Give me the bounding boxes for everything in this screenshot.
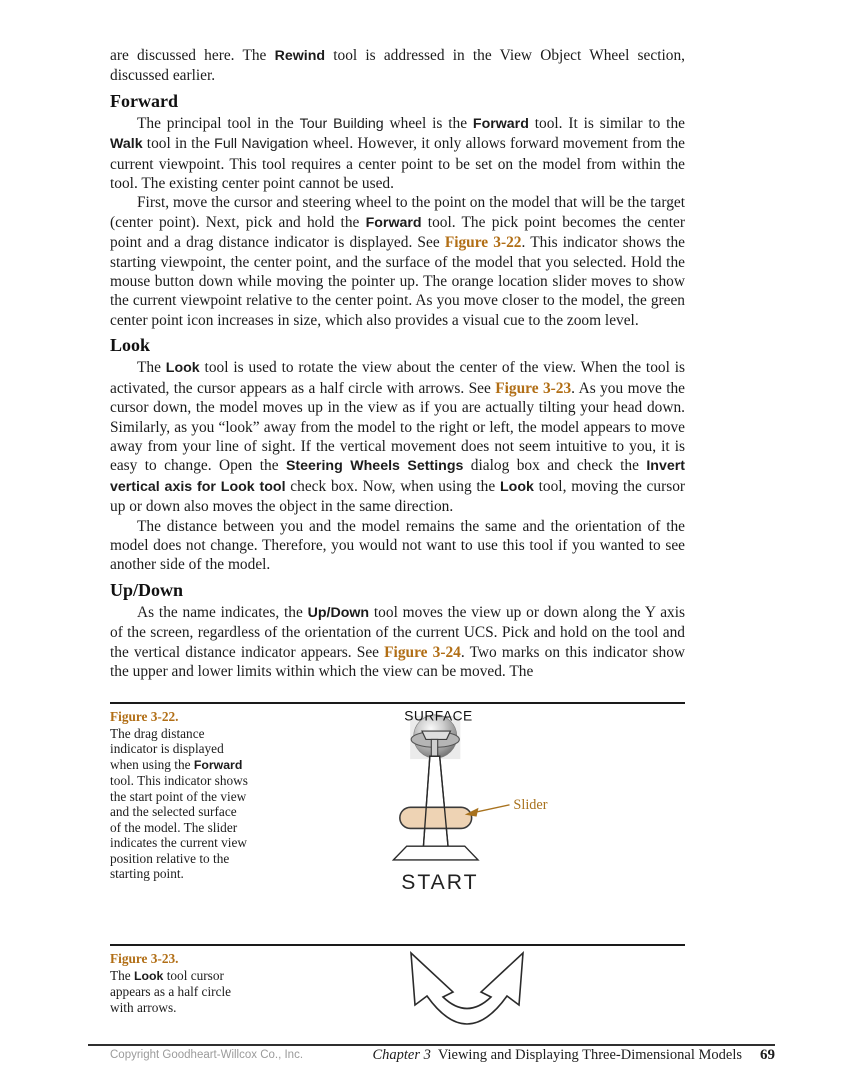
- figure-reference-link[interactable]: Figure 3-24: [384, 643, 461, 661]
- footer-rule: [88, 1044, 775, 1046]
- text-segment: tool. This indicator shows the start point of the view and the selected surface of the model. The slider indicates the current view position relative to the starting point.: [110, 773, 248, 881]
- figure-3-22-caption: [110, 709, 250, 882]
- body-text-column: [110, 46, 685, 681]
- text-segment: As the name indicates, the: [137, 603, 308, 621]
- text-segment: First, move the cursor and steering wheel to the point on the model that will be the target (center point). Next, pick and hold the: [110, 194, 685, 231]
- copyright-notice: Copyright Goodheart-Willcox Co., Inc.: [110, 1049, 304, 1061]
- figure-label: Figure 3-23.: [110, 951, 179, 966]
- text-segment: The principal tool in the: [137, 114, 300, 132]
- paragraph: [110, 358, 685, 516]
- chapter-label: Chapter 3: [372, 1047, 431, 1063]
- look-cursor-icon: [406, 948, 530, 1040]
- paragraph: [110, 193, 685, 330]
- section-heading-updown: Up/Down: [110, 579, 184, 600]
- figure-caption-text: [110, 726, 248, 882]
- slider-callout-arrow-line: [473, 805, 509, 813]
- figure-reference-link[interactable]: Figure 3-22: [444, 234, 522, 252]
- location-slider[interactable]: [400, 807, 472, 828]
- text-segment: The distance between you and the model remains the same and the orientation of the model does not change. Therefore, you would not want to use this tool if you wanted to see another side of the model.: [110, 517, 685, 574]
- text-segment: Full Navigation: [214, 136, 309, 153]
- slider-callout-label: Slider: [513, 797, 548, 814]
- figure-caption-text: [110, 968, 231, 1015]
- text-segment: dialog box and check the: [463, 457, 647, 475]
- text-segment: Look: [134, 968, 164, 983]
- drag-distance-indicator-graphic: [380, 704, 700, 944]
- surface-label: SURFACE: [404, 708, 473, 724]
- text-segment: Forward: [365, 214, 422, 231]
- section-heading-look: Look: [110, 335, 151, 356]
- text-segment: Rewind: [274, 48, 326, 64]
- text-segment: wheel. However, it only allows forward movement from the current viewpoint. This tool requires a center point to be set on the model from within the tool. The existing center point cannot be used.: [110, 135, 686, 193]
- text-segment: tool is used to rotate the view about the center of the view. When the tool is activated, the cursor appears as a half circle with arrows. See: [110, 359, 685, 397]
- start-label: START: [401, 870, 479, 894]
- footer-running-head: [300, 1047, 775, 1064]
- paragraph: [110, 114, 685, 194]
- text-segment: check box. Now, when using the: [285, 477, 500, 495]
- text-segment: Steering Wheels Settings: [285, 458, 464, 475]
- text-segment: tool moves the view up or down along the Y axis of the screen, regardless of the orientation of the current UCS. Pick and hold on the tool and the vertical distance indicator appears. See: [110, 603, 685, 661]
- text-segment: tool is addressed in the View Object Wheel section, discussed earlier.: [110, 47, 685, 85]
- figure-3-22-art: [380, 704, 700, 949]
- text-segment: The drag distance indicator is displayed when using the: [110, 725, 224, 772]
- start-base: [393, 846, 478, 860]
- text-segment: The: [110, 967, 134, 983]
- text-segment: are discussed here. The: [110, 47, 275, 64]
- paragraph: [110, 603, 685, 682]
- paragraph-intro: [110, 46, 685, 86]
- text-segment: tool, moving the cursor up or down also moves the object in the same direction.: [110, 477, 686, 516]
- text-segment: tool. It is similar to the: [528, 114, 685, 132]
- figure-label: Figure 3-22.: [110, 709, 179, 724]
- text-segment: Tour Building: [299, 115, 384, 132]
- figure-3-23-art: [406, 948, 530, 1045]
- text-segment: The: [137, 359, 166, 377]
- text-segment: Walk: [110, 136, 143, 153]
- text-segment: wheel is the: [383, 114, 473, 132]
- text-segment: Look: [499, 478, 534, 495]
- text-segment: . Two marks on this indicator show the upper and lower limits within which the view can be moved. The: [110, 643, 686, 680]
- sphere-t-marker: [422, 731, 451, 739]
- text-segment: Look: [165, 360, 200, 377]
- section-heading-forward: Forward: [110, 90, 178, 111]
- text-segment: Up/Down: [307, 604, 370, 621]
- text-segment: Forward: [193, 757, 243, 772]
- text-segment: tool in the: [142, 135, 215, 153]
- text-segment: . This indicator shows the starting viewpoint, the center point, and the surface of the model that you selected. Hold the mouse button down while moving the pointer up. The orange location slider moves to show the current viewpoint relative to the center point. As you move closer to the model, the green center point icon increases in size, which also provides a visual cue to the zoom level.: [110, 234, 686, 329]
- paragraph: [110, 517, 685, 575]
- figure-3-23-caption: [110, 951, 250, 1015]
- page-number: 69: [760, 1047, 775, 1063]
- figure-reference-link[interactable]: Figure 3-23: [495, 379, 572, 397]
- text-segment: Invert vertical axis for Look tool: [110, 458, 685, 495]
- chapter-title: Viewing and Displaying Three-Dimensional Models: [437, 1047, 742, 1063]
- figure-divider-rule: [110, 944, 685, 946]
- text-segment: Forward: [472, 115, 529, 132]
- text-segment: . As you move the cursor down, the model moves up in the view as if you are actually tilting your head down. Similarly, as you “look” away from the model to the right or left, the model appears to move away from your line of sight. If the vertical movement does not seem intuitive to you, it is easy to change. Open the: [110, 379, 685, 475]
- sphere-t-marker-stem: [431, 739, 437, 756]
- text-segment: tool cursor appears as a half circle with arrows.: [110, 967, 232, 1015]
- text-segment: tool. The pick point becomes the center point and a drag distance indicator is displayed. See: [110, 213, 685, 252]
- half-circle-arrows-cursor: [411, 953, 523, 1024]
